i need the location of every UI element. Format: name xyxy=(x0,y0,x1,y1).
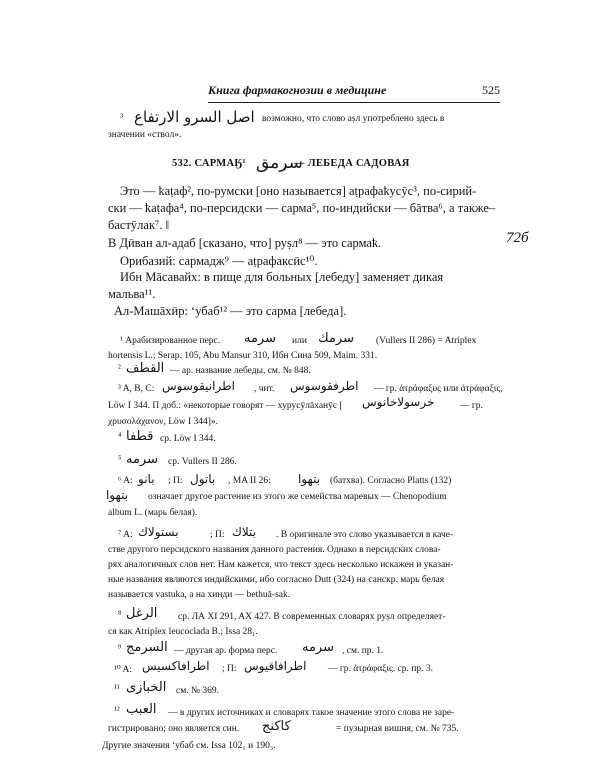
footnote-6-text: означает другое растение из этого же семейства маревых — Chenopodium xyxy=(148,492,447,502)
entry-heading-number: 532. САРМАӃ¹ xyxy=(172,158,246,169)
entry-line: Это — ҟаṭаф², по-румски [оно называется] аṭрафаҟусӯс³, по-сирий- xyxy=(120,184,477,198)
footnote-12-arabic: كاكنج xyxy=(262,719,291,734)
footnote-12-text: гистрировано; оно является син. xyxy=(108,724,240,734)
footnote-5-number: ⁵ xyxy=(118,455,122,465)
footnote-7-text: стве другого персидского названия данного растения. Однако в персидских слова- xyxy=(108,545,441,555)
margin-folio-ref: 72б xyxy=(506,230,529,246)
footnote-7-text: ; П: xyxy=(210,530,225,540)
footnote-9-arabic: السرمج xyxy=(126,640,168,655)
footnote-3-text: — гр. xyxy=(460,401,483,411)
note3-number: ³ xyxy=(120,112,123,123)
footnote-3-text: — гр. ἀτράφαξυς или ἀτράφαξις, xyxy=(374,384,503,394)
running-header xyxy=(208,82,500,103)
footnote-6: ⁶ A: xyxy=(118,476,133,486)
footnote-9-text: — другая ар. форма перс. xyxy=(174,646,278,656)
footnote-8-arabic: الرغل xyxy=(126,606,158,621)
footnote-6-arabic: بتهوا xyxy=(106,488,129,502)
footnote-3-text: χρυσολάχανον, Löw I 344]». xyxy=(108,417,219,427)
footnote-3-arabic: اطرانيقوسوس xyxy=(162,379,235,393)
footnote-7-text: ные названия являются индийскими, ибо согласно Dutt (324) на санскр. марь белая xyxy=(108,575,445,585)
footnote-6-arabic: باتول xyxy=(190,472,216,486)
footnote-4-number: ⁴ xyxy=(118,432,122,442)
page-number: 525 xyxy=(482,83,500,97)
footnote-5-arabic: سرمه xyxy=(126,452,158,467)
footnote-1-arabic: سرمه xyxy=(244,331,276,346)
footnote-10-text: — гр. ἀτράφαξις. ср. пр. 3. xyxy=(328,664,433,674)
footnote-1-text: (Vullers II 286) = Atriplex xyxy=(376,336,477,346)
footnote-11-text: см. № 369. xyxy=(176,686,220,696)
footnote-7: ⁷ A: xyxy=(118,530,133,540)
footnote-9-arabic: سرمه xyxy=(302,640,334,655)
footnote-9-text: , см. пр. 1. xyxy=(342,646,384,656)
footnote-10-text: ; П: xyxy=(222,664,237,674)
footnote-8-text: ср. ЛА XI 291, AX 427. В современных словарях руṣл определяет- xyxy=(178,612,446,622)
entry-heading-title: — ЛЕБЕДА САДОВАЯ xyxy=(294,158,410,169)
entry-line: мальва¹¹. xyxy=(108,287,156,301)
entry-line: ски — ҟаṭафа⁴, по-персидски — сарма⁵, по-индийски — бāтва⁶, а также– xyxy=(108,201,496,215)
footnote-3: ³ A, B, C: xyxy=(118,384,155,394)
entry-line: Ал-Машāхӣр: ‘убаб¹² — это сарма [лебеда]. xyxy=(114,304,347,318)
entry-heading-arabic: سرمق xyxy=(256,153,303,173)
footnote-6-text: ; П: xyxy=(168,476,183,486)
footnote-3-arabic: خرسولاخانوس xyxy=(362,395,435,409)
footnote-7-arabic: بتلاك xyxy=(232,525,257,539)
footnote-8-text: ся как Atriplex leucoclada B.; Issa 28₁. xyxy=(108,627,258,637)
footnote-1-arabic: سرمك xyxy=(318,331,354,346)
footnote-12-text: — в других источниках и словарях такое значение этого слова не заре- xyxy=(168,708,455,718)
footnote-3-arabic: اطرفقوسوس xyxy=(290,379,359,393)
footnote-9-number: ⁹ xyxy=(118,644,122,654)
footnote-11-number: ¹¹ xyxy=(114,684,120,694)
footnote-2-arabic: القطف xyxy=(126,361,165,376)
footnote-6-arabic: بانو xyxy=(138,472,155,486)
entry-line: В Дӣван ал-адаб [сказано, что] руṣл⁸ — это сармаҟ. xyxy=(108,236,382,250)
footnote-3-text: , чит. xyxy=(254,384,275,394)
note3-text: возможно, что слово аṣл употреблено здесь в xyxy=(262,114,445,124)
footnote-8-number: ⁸ xyxy=(118,610,122,620)
footnote-6-arabic: بتهوا xyxy=(298,472,321,486)
footnote-11-arabic: الخبازى xyxy=(126,680,167,695)
footnote-4-text: ср. Löw I 344. xyxy=(160,434,216,444)
entry-line: Ибн Мāсавайх: в пище для больных [лебеду] заменяет дикая xyxy=(120,270,444,284)
footnote-2-number: ² xyxy=(118,364,121,374)
footnote-7-text: . В оригинале это слово указывается в каче- xyxy=(276,530,454,540)
footnote-1-text: или xyxy=(292,336,307,346)
footnote-12-text: Другие значения ‘убаб см. Issa 102₁ и 190₃. xyxy=(102,741,276,751)
footnote-6-text: (батхва). Согласно Platts (132) xyxy=(330,476,452,486)
footnote-7-text: рях аналогичных слов нет. Нам кажется, что текст здесь несколько искажен и указан- xyxy=(108,560,454,570)
entry-line: Орибазий: сармадж⁹ — аṭрафаксӣс¹⁰. xyxy=(120,254,318,268)
footnote-3-text: Löw I 344. П доб.: «некоторые говорят — хурусӯлāханӯс [ xyxy=(108,401,343,411)
footnote-7-arabic: بستولاك xyxy=(138,525,179,539)
footnote-5-text: ср. Vullers II 286. xyxy=(168,457,237,467)
footnote-12-number: ¹² xyxy=(114,706,120,716)
footnote-6-text: , MA II 26: xyxy=(228,476,271,486)
note3-text-cont: значении «ствол». xyxy=(108,130,182,140)
header-title: Книга фармакогнозии в медицине xyxy=(208,83,387,97)
entry-line: бастӯлак⁷. ‖ xyxy=(108,218,170,232)
footnote-1: ¹ Арабизированное перс. xyxy=(120,336,221,346)
footnote-10-arabic: اطرافاقيوس xyxy=(244,659,307,673)
footnote-12-text: = пузырная вишня, см. № 735. xyxy=(336,724,459,734)
footnote-12-arabic: العبب xyxy=(126,702,157,717)
footnote-10-arabic: اطرافاكسيس xyxy=(142,659,210,673)
footnote-10: ¹⁰ A: xyxy=(114,665,133,675)
footnote-2-text: — ар. название лебеды, см. № 848. xyxy=(170,366,311,376)
footnote-1-text: hortensis L.; Serap. 105, Abu Mansur 310, Ибн Сина 509, Maim. 331. xyxy=(108,351,378,361)
footnote-7-text: называется vastuka, а на хинди — bethuā-sak. xyxy=(108,590,291,600)
footnote-4-arabic: قطفا xyxy=(126,429,154,444)
footnote-6-text: album L. (марь белая). xyxy=(108,508,198,518)
note3-arabic: اصل السرو الارتفاع xyxy=(134,108,255,126)
